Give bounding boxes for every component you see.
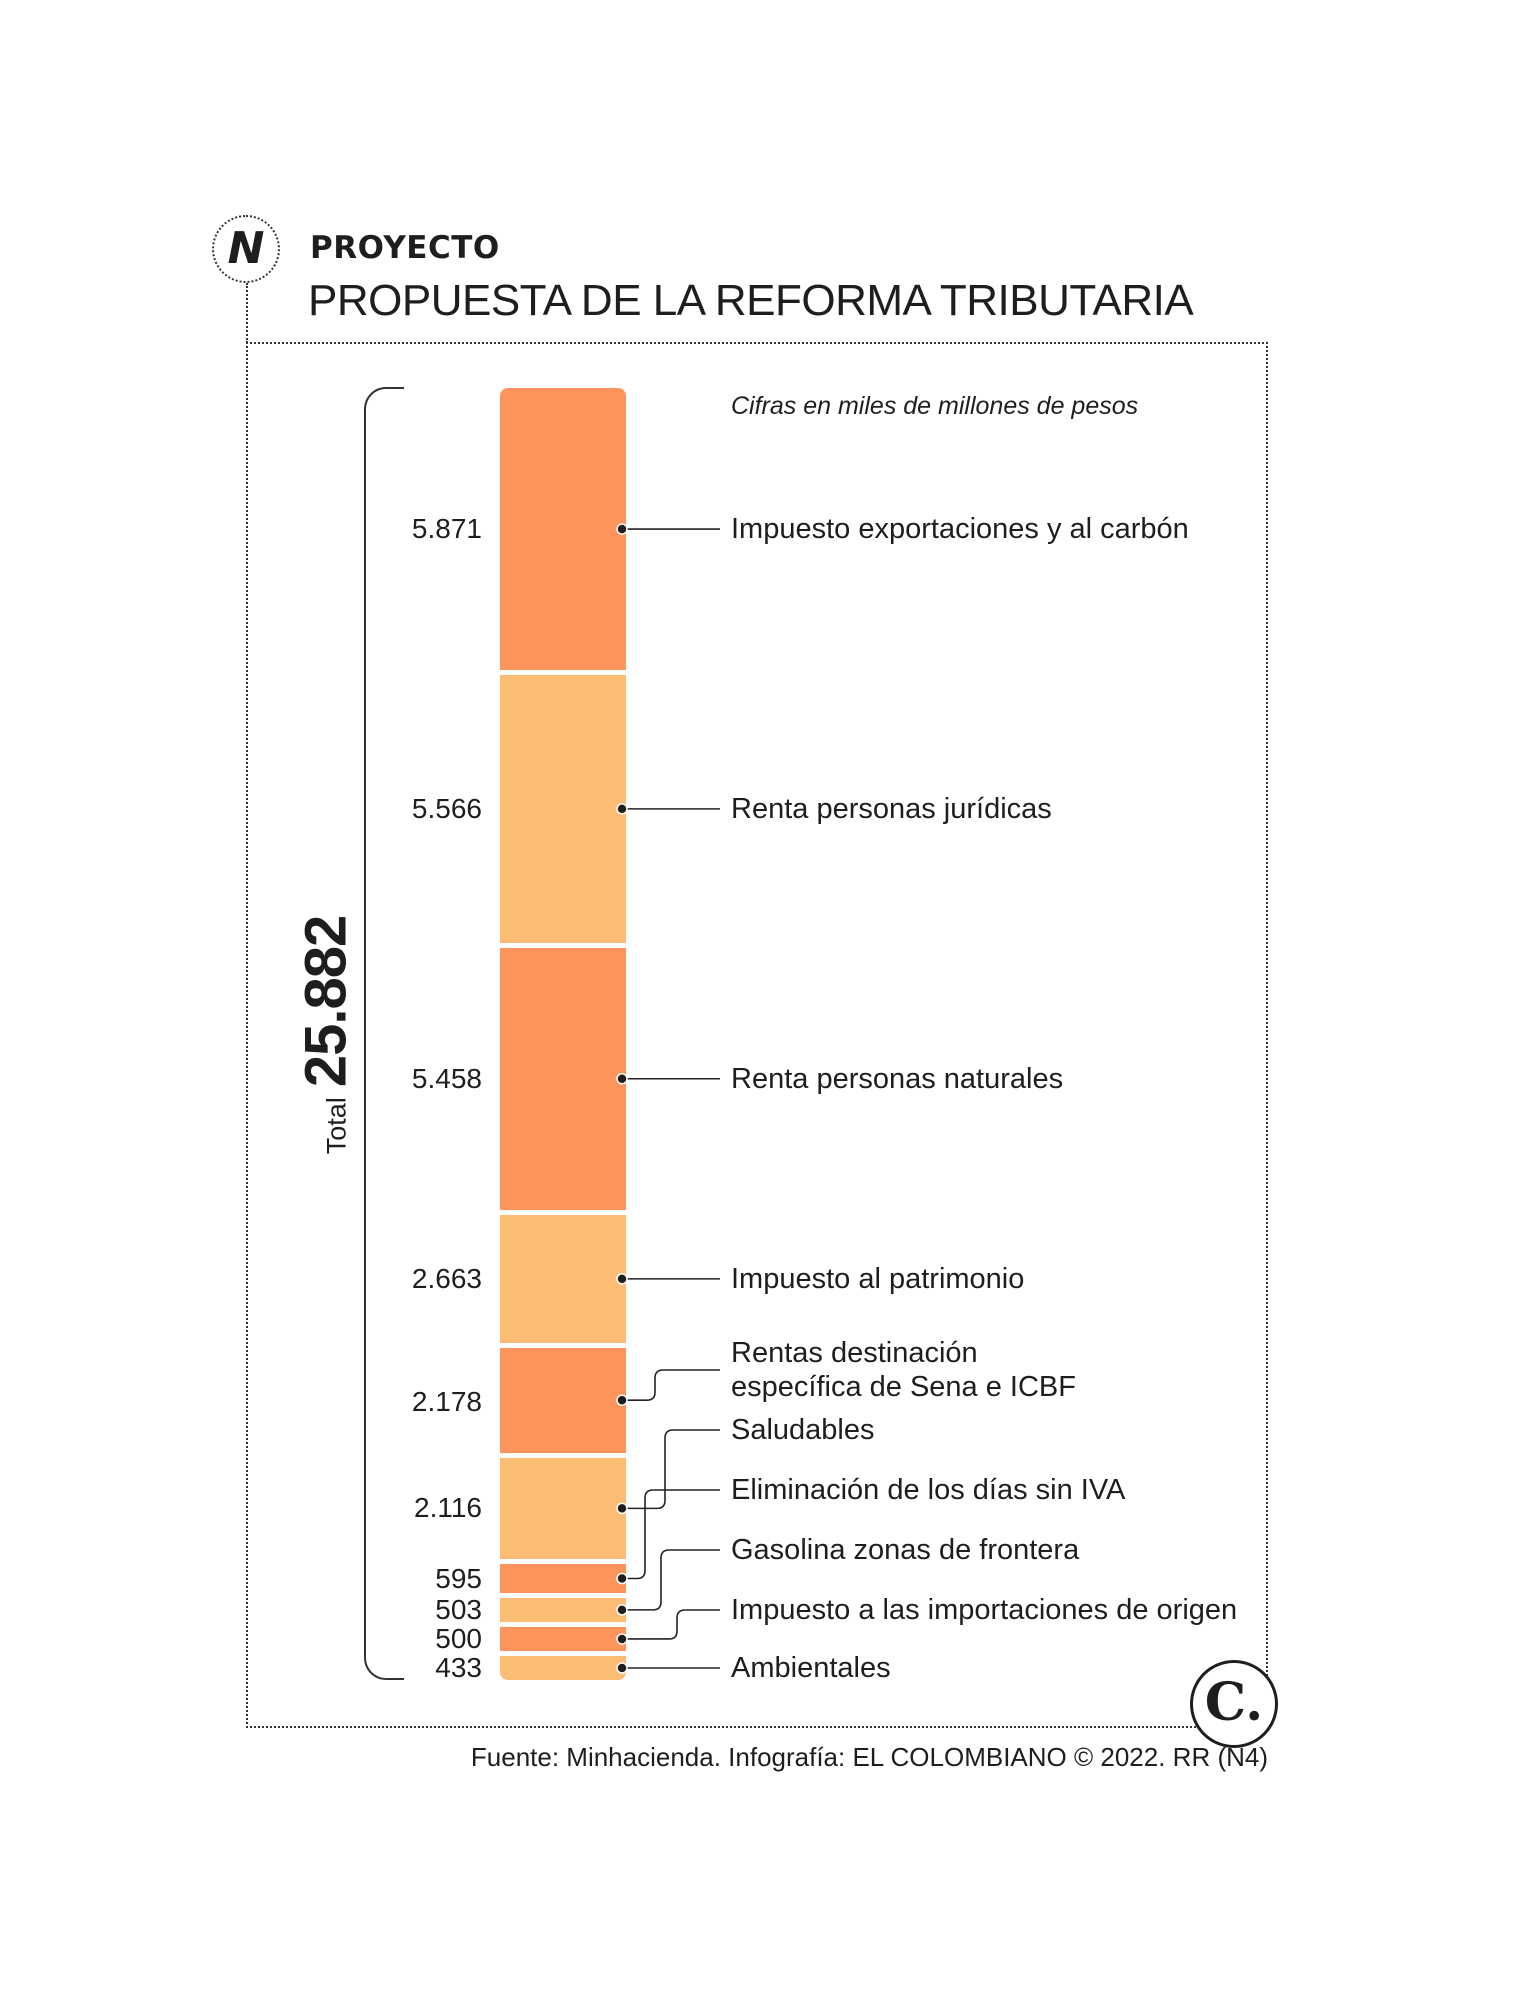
leader-dot bbox=[617, 1395, 627, 1405]
n-logo-icon: N bbox=[212, 215, 280, 283]
leader-line bbox=[622, 1490, 720, 1579]
category-label bbox=[731, 1533, 1079, 1567]
category-label bbox=[731, 1413, 875, 1447]
leader-line bbox=[622, 1610, 720, 1639]
category-label-line: Impuesto exportaciones y al carbón bbox=[731, 513, 1189, 546]
leader-dot bbox=[617, 1574, 627, 1584]
leader-dot bbox=[617, 1634, 627, 1644]
value-label: 595 bbox=[435, 1562, 482, 1594]
category-label bbox=[731, 1336, 1076, 1404]
el-colombiano-logo-icon: C. bbox=[1190, 1660, 1278, 1748]
leader-dot bbox=[617, 804, 627, 814]
category-label bbox=[731, 512, 1189, 546]
value-label: 2.178 bbox=[411, 1386, 482, 1418]
leader-line bbox=[622, 1370, 720, 1400]
total-label: Total bbox=[321, 1097, 352, 1155]
category-label bbox=[731, 1651, 891, 1685]
value-label: 500 bbox=[435, 1622, 482, 1654]
leader-dot bbox=[617, 1503, 627, 1513]
category-label-line: Impuesto al patrimonio bbox=[731, 1262, 1025, 1295]
value-label: 5.458 bbox=[411, 1062, 482, 1094]
leader-dot bbox=[617, 524, 627, 534]
leader-dot bbox=[617, 1274, 627, 1284]
category-label-line: Impuesto a las importaciones de origen bbox=[731, 1594, 1238, 1626]
kicker: PROYECTO bbox=[310, 230, 500, 266]
leader-dot bbox=[617, 1074, 627, 1084]
category-label bbox=[731, 1473, 1125, 1507]
leader-dot bbox=[617, 1663, 627, 1673]
category-label bbox=[731, 1593, 1237, 1627]
source-credit: Fuente: Minhacienda. Infografía: EL COLOMBIANO © 2022. RR (N4) bbox=[470, 1742, 1268, 1772]
total-value: 25.882 bbox=[293, 915, 359, 1088]
value-label: 433 bbox=[435, 1652, 482, 1683]
value-label: 2.116 bbox=[414, 1492, 482, 1524]
page-title: PROPUESTA DE LA REFORMA TRIBUTARIA bbox=[308, 276, 1194, 325]
category-label-line: Rentas destinación bbox=[731, 1337, 978, 1369]
category-label-line: Eliminación de los días sin IVA bbox=[731, 1474, 1126, 1506]
category-label-line: Saludables bbox=[731, 1414, 875, 1446]
value-label: 5.566 bbox=[411, 792, 482, 824]
category-label-line: Gasolina zonas de frontera bbox=[731, 1534, 1080, 1566]
category-label bbox=[731, 1262, 1024, 1296]
leader-line bbox=[622, 1550, 720, 1610]
category-label bbox=[731, 1062, 1063, 1096]
leader-line bbox=[622, 1430, 720, 1508]
category-label-line: específica de Sena e ICBF bbox=[731, 1371, 1076, 1403]
value-label: 503 bbox=[435, 1593, 482, 1625]
value-label: 2.663 bbox=[411, 1262, 482, 1294]
units-note: Cifras en miles de millones de pesos bbox=[731, 392, 1139, 420]
category-label bbox=[731, 792, 1052, 826]
category-label-line: Renta personas jurídicas bbox=[731, 792, 1052, 825]
category-label-line: Renta personas naturales bbox=[731, 1062, 1064, 1095]
category-label-line: Ambientales bbox=[731, 1652, 891, 1684]
value-label: 5.871 bbox=[411, 513, 482, 545]
leader-dot bbox=[617, 1605, 627, 1615]
